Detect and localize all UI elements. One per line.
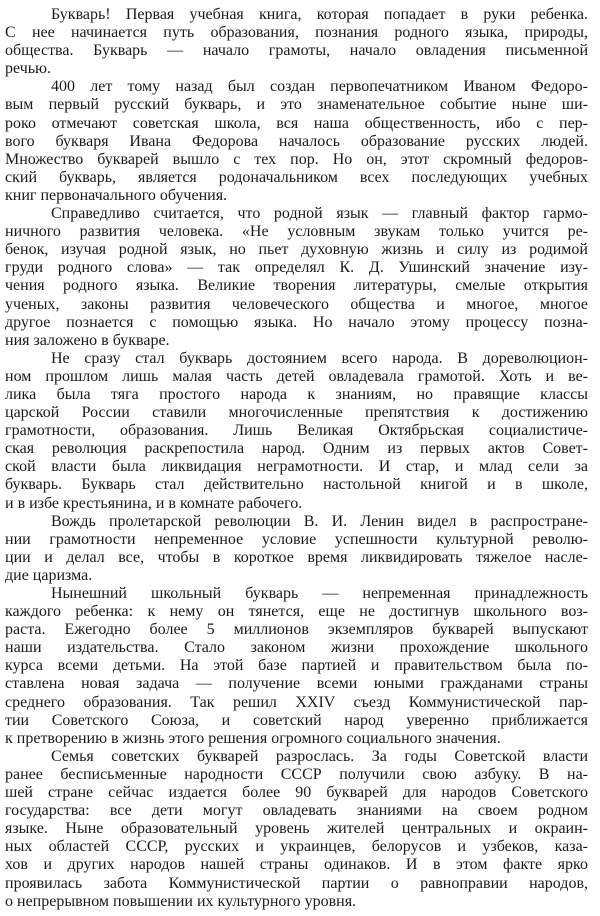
paragraph — [5, 513, 588, 585]
text-line: и в избе крестьянина, и в комнате рабочего. — [5, 494, 303, 512]
text-line: ская революция раскрепостила народ. Одним из первых актов Совет- — [5, 440, 588, 458]
text-line: курса всеми детьми. На этой базе партией и правительством была по- — [5, 657, 588, 675]
text-line: хов и других народов нашей страны одинаков. И в этом факте ярко — [5, 856, 588, 874]
text-line: Справедливо считается, что родной язык — главный фактор гармо- — [51, 205, 588, 223]
text-line: Вождь пролетарской революции В. И. Ленин видел в распростране- — [51, 512, 588, 530]
text-line: бенок, изучая родной язык, но пьет духовную жизнь и силу из родимой — [5, 241, 588, 259]
paragraph — [5, 350, 588, 513]
text-line: 400 лет тому назад был создан первопечатником Иваном Федоро- — [51, 78, 588, 96]
text-line: государства: все дети могут овладевать знаниями на своем родном — [5, 802, 588, 820]
text-line: царской России ставили многочисленные препятствия к достижению — [5, 404, 588, 422]
paragraph — [5, 78, 588, 205]
text-line: ных областей СССР, русских и украинцев, белорусов и узбеков, каза- — [5, 838, 588, 856]
text-line: Множество букварей вышло с тех пор. Но он, этот скромный федоров- — [5, 150, 588, 168]
text-line: роко отмечают советская школа, вся наша общественность, ибо с пер- — [5, 114, 588, 132]
text-line: ученых, законы развития человеческого общества и многое, многое — [5, 295, 588, 313]
text-line: ничного развития человека. «Не условным звукам только учится ре- — [5, 223, 588, 241]
text-line: каждого ребенка: к нему он тянется, еще не достигнув школьного воз- — [5, 603, 588, 621]
text-line: Букварь! Первая учебная книга, которая попадает в руки ребенка. — [51, 6, 588, 23]
text-line: дие царизма. — [5, 566, 93, 584]
paragraph — [5, 6, 588, 78]
text-line: груди родного слова» — так определял К. Д. Ушинский значение изу- — [5, 259, 588, 277]
text-line: чения родного языка. Великие творения литературы, смелые открытия — [5, 277, 588, 295]
text-line: о непрерывном повышении их культурного уровня. — [5, 892, 357, 910]
text-line: проявилась забота Коммунистической партии о равноправии народов, — [5, 874, 588, 892]
text-line: нии грамотности непременное условие успешности культурной револю- — [5, 530, 588, 548]
text-line: ния заложено в букваре. — [5, 331, 170, 349]
text-line: тии Советского Союза, и советский народ уверенно приближается — [5, 711, 588, 729]
paragraph — [5, 585, 588, 748]
text-line: ции и делал все, чтобы в короткое время ликвидировать тяжелое насле- — [5, 548, 588, 566]
text-line: ставлена новая задача — получение всеми юными гражданами страны — [5, 675, 588, 693]
text-line: Не сразу стал букварь достоянием всего народа. В дореволюцион- — [51, 349, 588, 367]
text-line: наши издательства. Стало законом жизни прохождение школьного — [5, 639, 588, 657]
paragraph — [5, 748, 588, 911]
text-line: лика была тяга простого народа к знаниям, но правящие классы — [5, 385, 588, 403]
text-line: вым первый русский букварь, и это знаменательное событие ныне ши- — [5, 96, 588, 114]
text-line: шей стране сейчас издается более 90 букварей для народов Советского — [5, 784, 588, 802]
text-line: ский букварь, является родоначальником всех последующих учебных — [5, 168, 588, 186]
text-line: к претворению в жизнь этого решения огромного социального значения. — [5, 729, 501, 747]
text-line: книг первоначального обучения. — [5, 186, 228, 204]
text-line: ской власти была ликвидация неграмотности. И стар, и млад сели за — [5, 458, 588, 476]
text-line: речью. — [5, 60, 51, 78]
text-line: общества. Букварь — начало грамоты, начало овладения письменной — [5, 42, 588, 60]
text-line: среднего образования. Так решил XXIV съезд Коммунистической пар- — [5, 693, 588, 711]
text-line: Нынешний школьный букварь — непременная принадлежность — [51, 585, 588, 602]
text-line: раста. Ежегодно более 5 миллионов экземпляров букварей выпускают — [5, 621, 588, 639]
text-line: ном прошлом лишь малая часть детей овладевала грамотой. Хоть и ве- — [5, 367, 588, 385]
text-line: языке. Ныне образовательный уровень жителей центральных и окраин- — [5, 820, 588, 838]
text-line: Семья советских букварей разрослась. За годы Советской власти — [51, 747, 588, 765]
text-line: ранее бесписьменные народности СССР получили свою азбуку. В на- — [5, 765, 588, 783]
text-line: С нее начинается путь образования, познания родного языка, природы, — [5, 24, 588, 42]
text-line: вого букваря Ивана Федорова началось образование русских людей. — [5, 132, 588, 150]
document-page — [5, 6, 588, 911]
text-line: другое познается с помощью языка. Но начало этому процессу позна- — [5, 313, 588, 331]
paragraph — [5, 205, 588, 350]
text-line: букварь. Букварь стал действительно настольной книгой и в школе, — [5, 476, 588, 494]
text-line: грамотности, образования. Лишь Великая Октябрьская социалистиче- — [5, 422, 588, 440]
